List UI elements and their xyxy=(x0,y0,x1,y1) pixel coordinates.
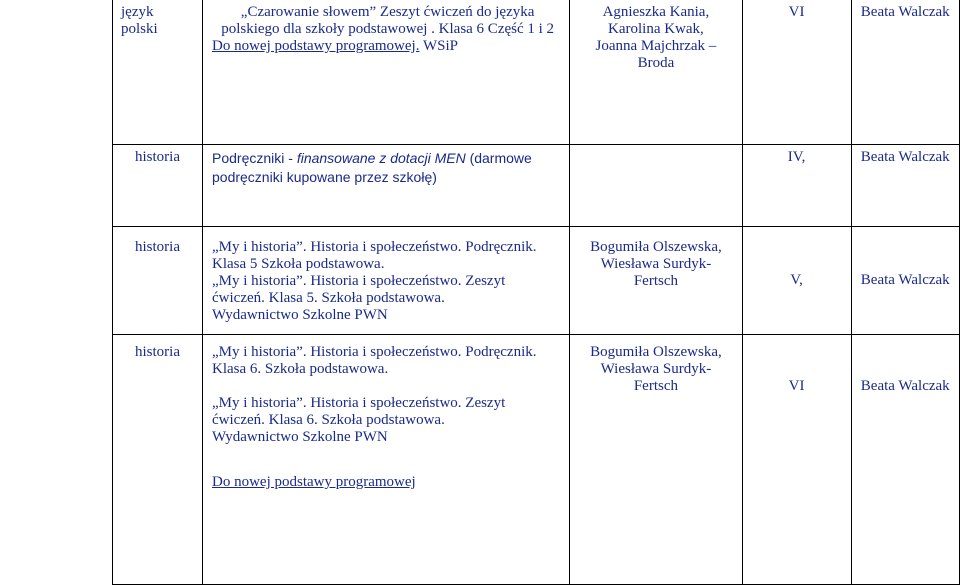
subject-cell xyxy=(113,0,203,145)
authors-cell xyxy=(570,145,742,227)
publisher-text: WSiP xyxy=(419,38,458,54)
book-cell xyxy=(203,227,570,335)
author-line: Wiesława Surdyk- xyxy=(600,256,712,272)
subject-text: historia xyxy=(135,239,180,255)
book-cell xyxy=(203,0,570,145)
blank-line xyxy=(212,446,563,474)
author-line: Bogumiła Olszewska, xyxy=(590,344,722,360)
book-line: polskiego dla szkoły podstawowej . Klasa 6 Część 1 i 2 xyxy=(221,21,555,37)
table-row xyxy=(113,227,960,335)
book-line: Klasa 5 Szkoła podstawowa. xyxy=(212,256,385,272)
author-line: Fertsch xyxy=(633,378,678,394)
curriculum-link[interactable]: Do nowej podstawy programowej xyxy=(212,474,416,490)
book-cell xyxy=(203,145,570,227)
subject-text: język xyxy=(121,4,154,20)
teacher-text: Beata Walczak xyxy=(860,272,950,288)
teacher-text: Beata Walczak xyxy=(860,378,950,394)
book-line xyxy=(212,474,563,491)
book-list-table xyxy=(112,0,960,585)
author-line: Fertsch xyxy=(633,273,678,289)
teacher-text: Beata Walczak xyxy=(860,149,950,165)
author-line: Joanna Majchrzak – xyxy=(595,38,717,54)
subject-text: historia xyxy=(135,344,180,360)
author-line: Agnieszka Kania, xyxy=(602,4,710,20)
authors-cell xyxy=(570,0,742,145)
book-line: ćwiczeń. Klasa 5. Szkoła podstawowa. xyxy=(212,290,445,306)
author-line: Bogumiła Olszewska, xyxy=(590,239,722,255)
subject-text: historia xyxy=(135,149,180,165)
teacher-cell xyxy=(851,145,960,227)
subject-cell xyxy=(113,145,203,227)
grade-cell xyxy=(742,227,851,335)
book-line: „My i historia”. Historia i społeczeństwo. Podręcznik. xyxy=(212,344,537,360)
table-row xyxy=(113,145,960,227)
book-line: Klasa 6. Szkoła podstawowa. xyxy=(212,361,389,377)
subject-cell xyxy=(113,335,203,585)
book-line: Podręczniki - finansowane z dotacji MEN (darmowe xyxy=(212,150,532,166)
author-line: Broda xyxy=(637,55,675,71)
grade-cell xyxy=(742,145,851,227)
book-line: „Czarowanie słowem” Zeszyt ćwiczeń do języka xyxy=(240,4,535,20)
author-line: Wiesława Surdyk- xyxy=(600,361,712,377)
book-line: „My i historia”. Historia i społeczeństwo. Zeszyt xyxy=(212,273,506,289)
blank-line xyxy=(212,378,563,395)
teacher-text: Beata Walczak xyxy=(860,4,950,20)
book-line: Wydawnictwo Szkolne PWN xyxy=(212,429,388,445)
grade-cell xyxy=(742,0,851,145)
grade-text: V, xyxy=(790,272,803,288)
subject-text: polski xyxy=(121,21,158,37)
grade-text: IV, xyxy=(787,149,806,165)
authors-cell xyxy=(570,335,742,585)
subject-cell xyxy=(113,227,203,335)
teacher-cell xyxy=(851,0,960,145)
grade-text: VI xyxy=(788,4,805,20)
funding-note: finansowane z dotacji MEN xyxy=(296,150,466,166)
book-line: ćwiczeń. Klasa 6. Szkoła podstawowa. xyxy=(212,412,445,428)
book-line xyxy=(212,38,563,55)
grade-cell xyxy=(742,335,851,585)
book-line: podręczniki kupowane przez szkołę) xyxy=(212,169,437,185)
table-row xyxy=(113,0,960,145)
book-cell xyxy=(203,335,570,585)
book-line: „My i historia”. Historia i społeczeństwo. Zeszyt xyxy=(212,395,506,411)
teacher-cell xyxy=(851,335,960,585)
table-row xyxy=(113,335,960,585)
curriculum-link[interactable]: Do nowej podstawy programowej. xyxy=(212,38,420,54)
book-line: Wydawnictwo Szkolne PWN xyxy=(212,307,388,323)
author-line: Karolina Kwak, xyxy=(608,21,704,37)
grade-text: VI xyxy=(788,378,805,394)
teacher-cell xyxy=(851,227,960,335)
book-line: „My i historia”. Historia i społeczeństwo. Podręcznik. xyxy=(212,239,537,255)
authors-cell xyxy=(570,227,742,335)
